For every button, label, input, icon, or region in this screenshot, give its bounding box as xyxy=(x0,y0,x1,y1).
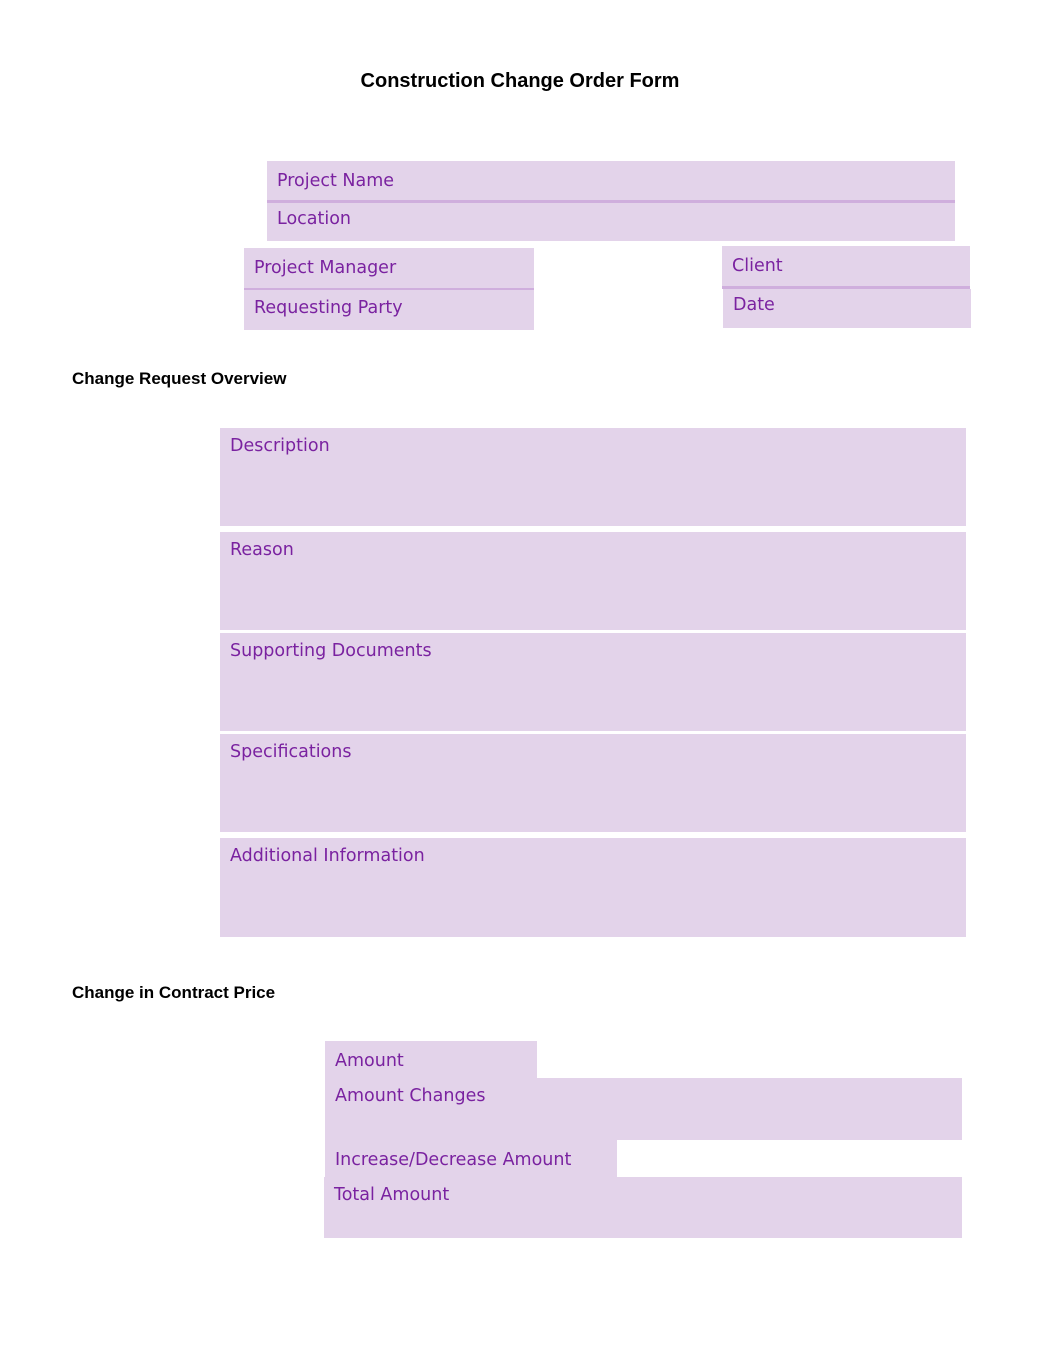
requesting-party-label: Requesting Party xyxy=(254,298,403,318)
reason-field[interactable] xyxy=(220,532,966,630)
additional-information-label: Additional Information xyxy=(230,846,425,866)
increase-decrease-amount-field[interactable] xyxy=(325,1140,617,1180)
overview-heading: Change Request Overview xyxy=(72,369,287,388)
project-name-label: Project Name xyxy=(277,171,395,191)
form-title: Construction Change Order Form xyxy=(360,70,680,92)
reason-label: Reason xyxy=(230,540,294,560)
specifications-label: Specifications xyxy=(230,742,352,762)
requesting-party-field[interactable] xyxy=(244,290,534,330)
amount-label: Amount xyxy=(335,1051,404,1071)
additional-information-field[interactable] xyxy=(220,838,966,937)
increase-decrease-amount-label: Increase/Decrease Amount xyxy=(335,1150,572,1170)
specifications-field[interactable] xyxy=(220,734,966,832)
contract-price-heading: Change in Contract Price xyxy=(72,983,276,1002)
description-field[interactable] xyxy=(220,428,966,526)
total-amount-field[interactable] xyxy=(324,1177,962,1238)
amount-field[interactable] xyxy=(325,1041,537,1081)
project-manager-label: Project Manager xyxy=(254,258,397,278)
description-label: Description xyxy=(230,436,330,456)
client-label: Client xyxy=(732,256,783,276)
project-manager-field[interactable] xyxy=(244,248,534,290)
amount-changes-label: Amount Changes xyxy=(335,1086,486,1106)
location-field[interactable] xyxy=(267,203,955,241)
project-name-field[interactable] xyxy=(267,161,955,203)
client-field[interactable] xyxy=(722,246,970,289)
total-amount-label: Total Amount xyxy=(334,1185,450,1205)
date-label: Date xyxy=(733,295,775,315)
date-field[interactable] xyxy=(723,289,971,328)
location-label: Location xyxy=(277,209,352,229)
supporting-documents-label: Supporting Documents xyxy=(230,641,432,661)
amount-changes-field[interactable] xyxy=(325,1078,962,1140)
supporting-documents-field[interactable] xyxy=(220,633,966,731)
